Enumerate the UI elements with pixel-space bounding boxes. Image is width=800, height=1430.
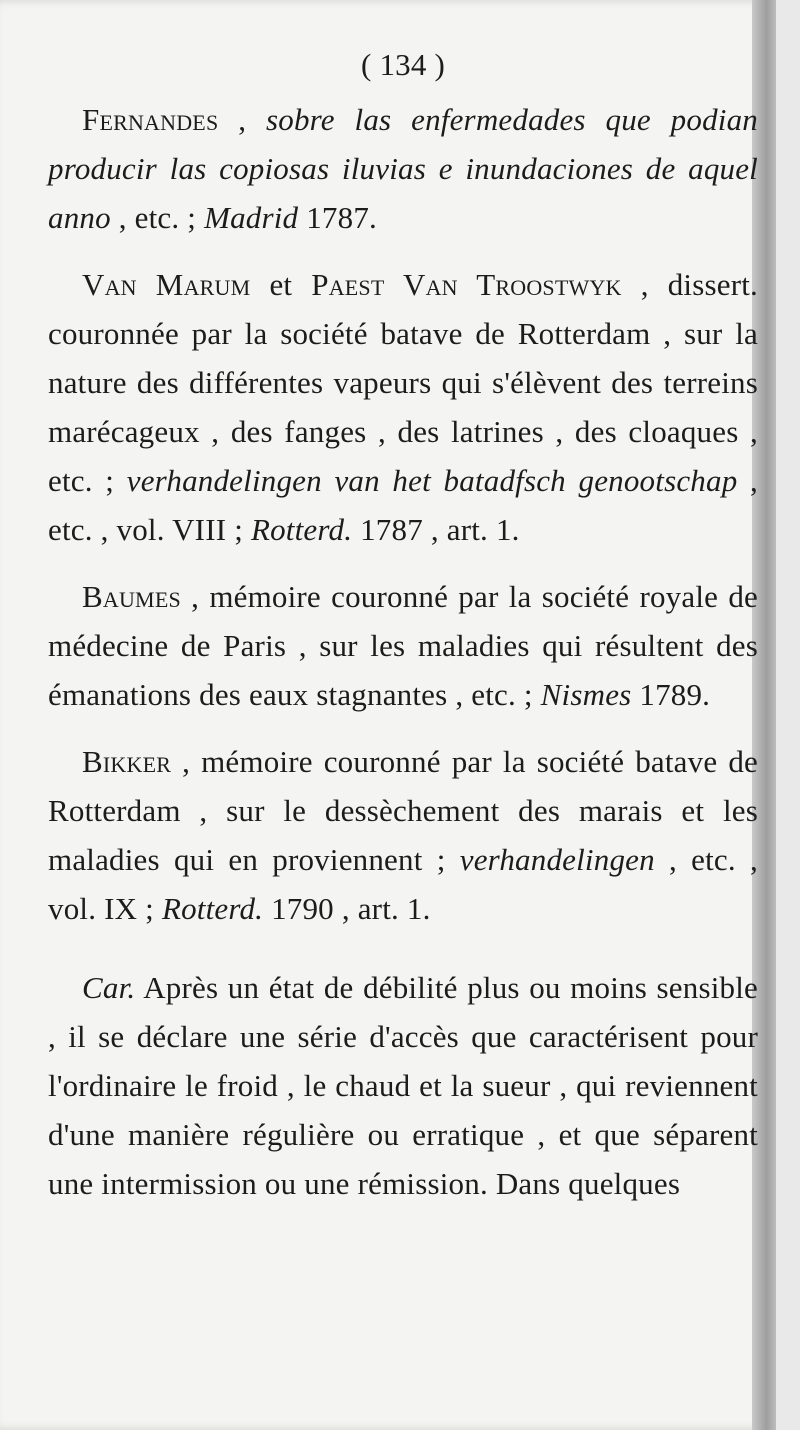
entry-text: , mémoire couronné par la société royale de médecine de Paris , sur les maladies qui résultent des émanations des eaux stagnantes , etc. ; <box>48 579 758 712</box>
footnote-lead: Car. <box>82 970 136 1005</box>
footnote-text: Après un état de débilité plus ou moins sensible , il se déclare une série d'accès que caractérisent pour l'ordinaire le froid , le chaud et la sueur , qui reviennent d'une manière régulière ou erratique , et que séparent une intermission ou une rémission. Dans quelques <box>48 970 758 1201</box>
entry-text: , etc. , vol. VIII ; <box>48 463 758 547</box>
entry-author: Van Marum <box>82 267 251 302</box>
footnote <box>48 963 758 1208</box>
page-number: ( 134 ) <box>360 47 446 82</box>
entry-author: Paest Van Troostwyk <box>311 267 622 302</box>
entry-place: Rotterd. <box>161 891 264 926</box>
entry-text: 1790 , art. 1. <box>263 891 431 926</box>
entry-place: Nismes <box>540 677 632 712</box>
entry-title: sobre las enfermedades que podian producir las copiosas iluvias e inundaciones de aquel anno <box>48 102 758 235</box>
entry-place: Rotterd. <box>250 512 353 547</box>
entry-text: 1787. <box>298 200 377 235</box>
entry-text: , etc. , vol. IX ; <box>48 842 758 926</box>
entry-author: Baumes <box>82 579 181 614</box>
entry-text: et <box>250 267 312 302</box>
entry-text: , dissert. couronnée par la société batave de Rotterdam , sur la nature des différentes vapeurs qui s'élèvent des terreins marécageux , des fanges , des latrines , des cloaques , etc. ; <box>48 267 758 498</box>
bibliography-entry <box>48 260 758 554</box>
entry-text: 1789. <box>631 677 711 712</box>
bibliography-entry <box>48 737 758 933</box>
entry-journal: verhandelingen <box>459 842 655 877</box>
entry-text: 1787 , art. 1. <box>352 512 520 547</box>
bibliography-entry <box>48 572 758 719</box>
entry-text: , mémoire couronné par la société batave de Rotterdam , sur le dessèchement des marais et les maladies qui en proviennent ; <box>48 744 758 877</box>
bibliography-entry <box>48 95 758 242</box>
entry-text: , <box>218 102 266 137</box>
entry-journal: verhandelingen van het batadfsch genootschap <box>126 463 738 498</box>
entry-text: , etc. ; <box>110 200 205 235</box>
page-text <box>48 40 758 1239</box>
entry-author: Bikker <box>82 744 172 779</box>
entry-author: Fernandes <box>82 102 219 137</box>
entry-place: Madrid <box>204 200 299 235</box>
